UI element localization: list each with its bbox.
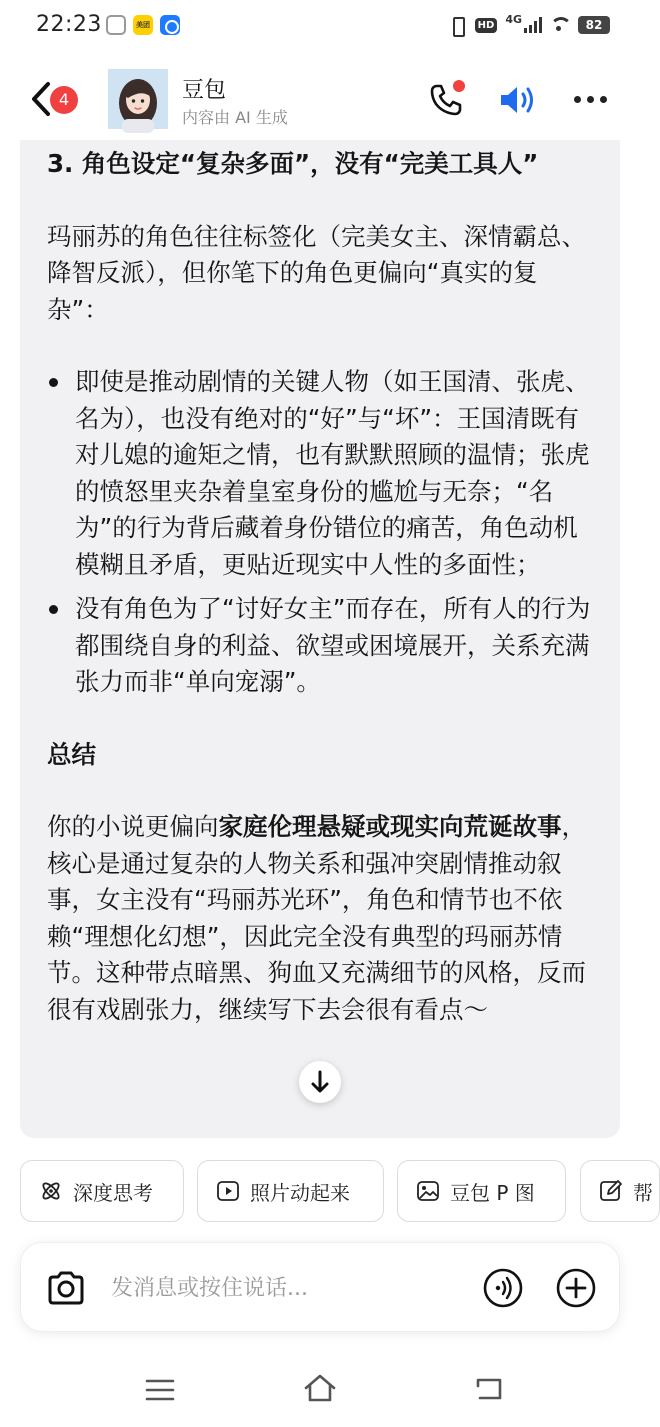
image-edit-icon [416,1179,440,1203]
avatar-illustration [108,69,168,129]
vibrate-icon [447,16,467,34]
add-attachment-icon[interactable] [556,1268,596,1308]
home-icon[interactable] [302,1372,338,1404]
message-content [47,146,597,1028]
bullet-icon [49,378,58,387]
network-label: 4G [505,13,522,26]
signal-icon [524,17,542,33]
unread-badge: 4 [50,86,78,114]
wifi-icon [550,17,570,33]
chip-label: 深度思考 [73,1180,153,1205]
back-nav-icon[interactable] [472,1374,506,1404]
voice-input-icon[interactable] [483,1268,523,1308]
status-time: 22:23 [36,12,102,37]
hd-icon: HD [475,18,498,33]
bot-message-bubble [20,140,620,1138]
notification-app-icon [106,15,126,35]
intro-paragraph: 玛丽苏的角色往往标签化（完美女主、深情霸总、降智反派），但你笔下的角色更偏向“真实的复杂”： [47,221,586,324]
list-item-text: 即使是推动剧情的关键人物（如王国清、张虎、名为），也没有绝对的“好”与“坏”：王国清既有对儿媳的逾矩之情，也有默默照顾的温情；张虎的愤怒里夹杂着皇室身份的尴尬与无奈；“名为”的行为背后藏着身份错位的痛苦，角色动机模糊且矛盾，更贴近现实中人性的多面性； [75,367,590,579]
summary-rest: ，核心是通过复杂的人物关系和强冲突剧情推动叙事，女主没有“玛丽苏光环”，角色和情节也不依赖“理想化幻想”，因此完全没有典型的玛丽苏情节。这种带点暗黑、狗血又充满细节的风格，反而很有戏剧张力，继续写下去会很有看点～ [47,812,586,1024]
meituan-app-icon: 美团 [133,15,153,35]
bot-name[interactable]: 豆包 [182,78,227,103]
system-navigation-bar [0,1360,640,1420]
bullet-icon [49,605,58,614]
chip-label: 照片动起来 [250,1180,350,1205]
help-write-chip[interactable] [580,1160,660,1222]
list-item-text: 没有角色为了“讨好女主”而存在，所有人的行为都围绕自身的利益、欲望或困境展开，关系充满张力而非“单向宠溺”。 [75,594,591,696]
doubao-p-image-chip[interactable] [397,1160,566,1222]
summary-heading: 总结 [47,739,96,769]
call-notification-dot [453,80,465,92]
menu-icon[interactable] [144,1376,176,1404]
atom-icon [39,1179,63,1203]
message-input[interactable] [111,1269,471,1307]
speaker-icon[interactable] [498,82,538,118]
scroll-to-bottom-button[interactable] [299,1061,341,1103]
message-input-bar [20,1242,620,1332]
summary-highlight: 家庭伦理悬疑或现实向荒诞故事 [218,812,562,841]
status-bar [0,0,640,52]
deep-thinking-chip[interactable] [20,1160,184,1222]
battery-indicator: 82 [578,16,610,34]
chat-header [0,60,640,140]
camera-icon[interactable] [45,1268,87,1308]
chip-label: 豆包 P 图 [450,1180,535,1205]
blue-app-icon [160,15,180,35]
list-item [47,591,597,701]
arrow-down-icon [299,1061,341,1103]
status-indicators [447,13,610,37]
summary-prefix: 你的小说更偏向 [47,812,219,841]
animate-photo-chip[interactable] [197,1160,384,1222]
edit-icon [599,1179,623,1203]
more-options-icon[interactable] [572,96,608,104]
chip-label: 帮 [633,1180,653,1205]
avatar[interactable] [108,69,168,129]
summary-paragraph [47,809,597,1028]
bullet-list [47,364,597,701]
list-item [47,364,597,583]
ai-generated-notice: 内容由 AI 生成 [182,108,288,127]
section-heading: 3. 角色设定“复杂多面”，没有“完美工具人” [47,149,539,178]
quick-action-chips [20,1160,660,1222]
play-icon [216,1179,240,1203]
